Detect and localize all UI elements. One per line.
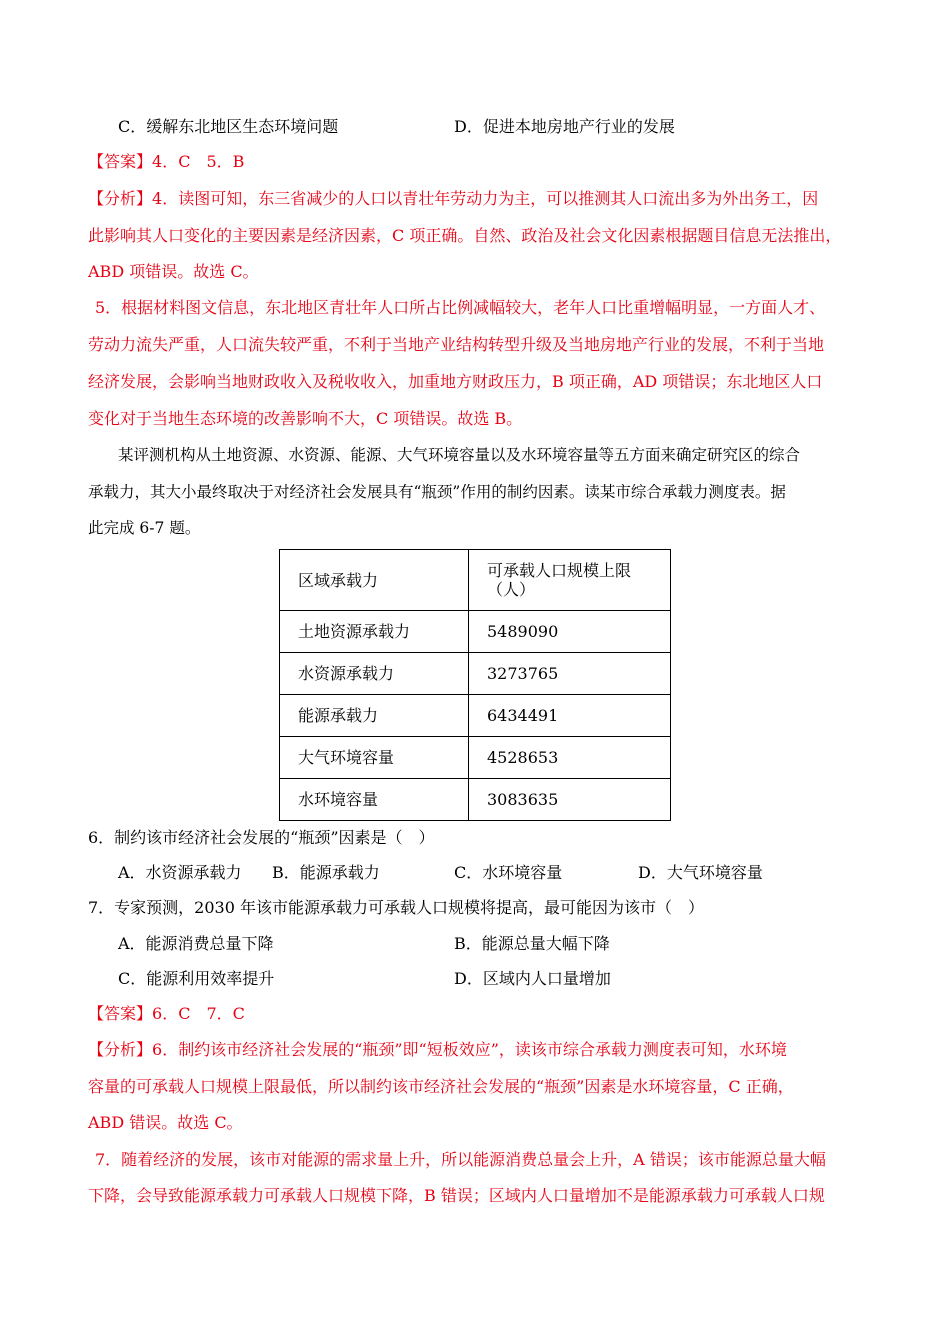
table-header-row xyxy=(280,550,671,611)
answer-label: 【答案】 xyxy=(88,1004,153,1023)
analysis-4-line-3: ABD 项错误。故选 C。 xyxy=(88,262,259,281)
q7-option-a: A．能源消费总量下降 xyxy=(118,934,274,953)
analysis-7-line-2: 下降，会导致能源承载力可承载人口规模下降，B 错误；区域内人口量增加不是能源承载力可承载人口规 xyxy=(88,1186,825,1205)
analysis-5-line-4: 变化对于当地生态环境的改善影响不大，C 项错误。故选 B。 xyxy=(88,409,523,428)
analysis-5-line-3: 经济发展，会影响当地财政收入及税收收入，加重地方财政压力，B 项正确，AD 项错误；东北地区人口 xyxy=(88,372,823,391)
passage-line-1: 某评测机构从土地资源、水资源、能源、大气环境容量以及水环境容量等五方面来确定研究区的综合 xyxy=(118,446,801,464)
q6-option-d: D．大气环境容量 xyxy=(638,863,763,882)
table-row: 水资源承载力 3273765 xyxy=(280,653,671,695)
table-row: 大气环境容量 4528653 xyxy=(280,737,671,779)
analysis-label: 【分析】 xyxy=(88,1040,153,1059)
q7-option-d: D．区域内人口量增加 xyxy=(454,969,611,988)
table-header-capacity: 可承载人口规模上限 （人） xyxy=(469,550,671,611)
q5-option-d: D．促进本地房地产行业的发展 xyxy=(454,117,675,136)
table-row: 水环境容量 3083635 xyxy=(280,779,671,821)
analysis-5-line-2: 劳动力流失严重，人口流失较严重，不利于当地产业结构转型升级及当地房地产行业的发展，不利于当地 xyxy=(88,335,825,354)
q6-option-c: C．水环境容量 xyxy=(454,863,563,882)
table-row: 土地资源承载力 5489090 xyxy=(280,611,671,653)
q6-option-b: B．能源承载力 xyxy=(272,863,380,882)
q7-stem: 7．专家预测，2030 年该市能源承载力可承载人口规模将提高，最可能因为该市（ ） xyxy=(88,898,704,917)
table-row: 能源承载力 6434491 xyxy=(280,695,671,737)
analysis-label: 【分析】 xyxy=(88,189,153,208)
analysis-4-line-2: 此影响其人口变化的主要因素是经济因素，C 项正确。自然、政治及社会文化因素根据题目信息无法推出， xyxy=(88,226,842,245)
passage-line-3: 此完成 6-7 题。 xyxy=(88,519,201,537)
answer-6-7 xyxy=(88,1004,245,1024)
analysis-5-line-1: 5．根据材料图文信息，东北地区青壮年人口所占比例减幅较大，老年人口比重增幅明显，一方面人才、 xyxy=(95,298,826,317)
answer-label: 【答案】 xyxy=(88,152,153,171)
answer-text: 4．C 5．B xyxy=(152,152,245,171)
capacity-table xyxy=(279,549,671,821)
table-header-region: 区域承载力 xyxy=(280,550,469,611)
q6-option-a: A．水资源承载力 xyxy=(118,863,242,882)
analysis-6-line-3: ABD 错误。故选 C。 xyxy=(88,1113,243,1132)
answer-text: 6．C 7．C xyxy=(152,1004,245,1023)
q7-option-b: B．能源总量大幅下降 xyxy=(454,934,610,953)
analysis-7-line-1: 7．随着经济的发展，该市对能源的需求量上升，所以能源消费总量会上升，A 错误；该市能源总量大幅 xyxy=(95,1150,826,1169)
answer-4-5 xyxy=(88,152,244,172)
analysis-6-line-2: 容量的可承载人口规模上限最低，所以制约该市经济社会发展的“瓶颈”因素是水环境容量，C 正确， xyxy=(88,1077,794,1096)
q5-option-c: C．缓解东北地区生态环境问题 xyxy=(118,117,339,136)
passage-line-2: 承载力，其大小最终取决于对经济社会发展具有“瓶颈”作用的制约因素。读某市综合承载力测度表。据 xyxy=(88,483,786,501)
q7-option-c: C．能源利用效率提升 xyxy=(118,969,275,988)
q6-stem: 6．制约该市经济社会发展的“瓶颈”因素是（ ） xyxy=(88,828,435,847)
analysis-4-line-1: 【分析】4．读图可知，东三省减少的人口以青壮年劳动力为主，可以推测其人口流出多为外出务工，因 xyxy=(88,189,819,208)
analysis-6-line-1: 【分析】6．制约该市经济社会发展的“瓶颈”即“短板效应”，读该市综合承载力测度表可知，水环境 xyxy=(88,1040,787,1059)
